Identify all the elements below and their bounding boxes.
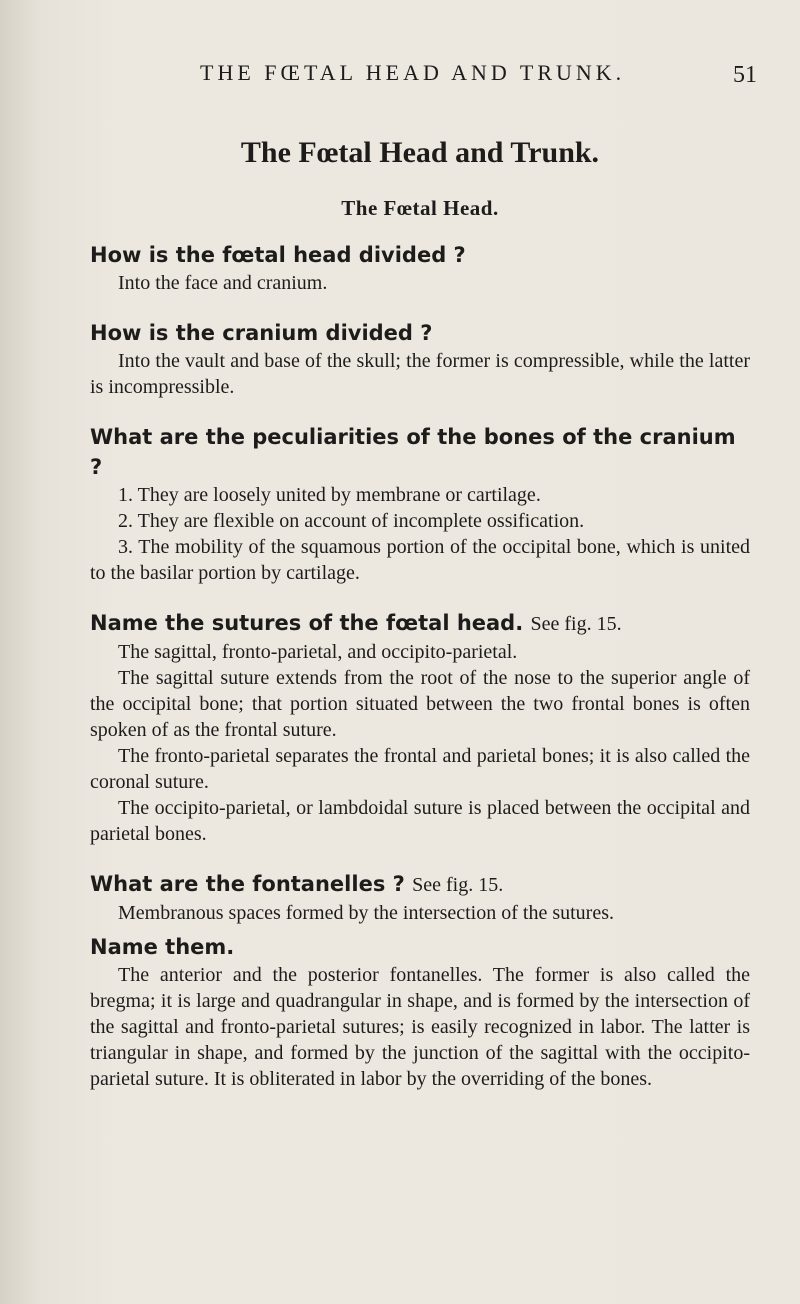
- answer-6: The anterior and the posterior fontanelles. The former is also called the bregma; it is large and quadrangular in shape, and is formed by the intersection of the sagittal and fronto-parietal sutures; is easily recognized in labor. The latter is triangular in shape, and formed by the junction of the sagittal with the occipito-parietal suture. It is obliterated in labor by the overriding of the bones.: [90, 964, 750, 1090]
- question-4-text: Name the sutures of the fœtal head.: [90, 611, 524, 635]
- running-head: THE FŒTAL HEAD AND TRUNK.: [200, 60, 626, 85]
- answer-1: Into the face and cranium.: [118, 272, 328, 294]
- answer-3-item-2: 2. They are flexible on account of incomplete ossification.: [118, 510, 585, 532]
- answer-4-para-3: The fronto-parietal separates the frontal and parietal bones; it is also called the coronal suture.: [90, 745, 750, 793]
- answer-3-item-1: 1. They are loosely united by membrane or cartilage.: [118, 484, 541, 506]
- question-5: [90, 869, 750, 900]
- question-5-text: What are the fontanelles ?: [90, 872, 405, 896]
- page-title: The Fœtal Head and Trunk.: [240, 136, 600, 169]
- page-number: 51: [733, 62, 757, 88]
- question-3: What are the peculiarities of the bones of the cranium ?: [90, 425, 736, 479]
- answer-4-para-2: The sagittal suture extends from the root of the nose to the superior angle of the occipital bone; that portion situated between the two frontal bones is often spoken of as the frontal suture.: [90, 667, 750, 741]
- answer-2: Into the vault and base of the skull; the former is compressible, while the latter is incompressible.: [90, 350, 750, 398]
- answer-5: Membranous spaces formed by the intersection of the sutures.: [118, 902, 614, 924]
- question-4-ref: See fig. 15.: [530, 613, 622, 635]
- answer-4-para-4: The occipito-parietal, or lambdoidal suture is placed between the occipital and parietal bones.: [90, 797, 750, 845]
- question-2: How is the cranium divided ?: [90, 321, 433, 345]
- answer-3-item-3: 3. The mobility of the squamous portion of the occipital bone, which is united to the basilar portion by cartilage.: [90, 536, 750, 584]
- question-6: Name them.: [90, 935, 235, 959]
- section-subtitle: The Fœtal Head.: [341, 196, 499, 220]
- question-5-ref: See fig. 15.: [412, 874, 504, 896]
- question-1: How is the fœtal head divided ?: [90, 243, 466, 267]
- content: [90, 240, 750, 1092]
- question-4: [90, 608, 750, 639]
- answer-4-para-1: The sagittal, fronto-parietal, and occipito-parietal.: [118, 641, 518, 663]
